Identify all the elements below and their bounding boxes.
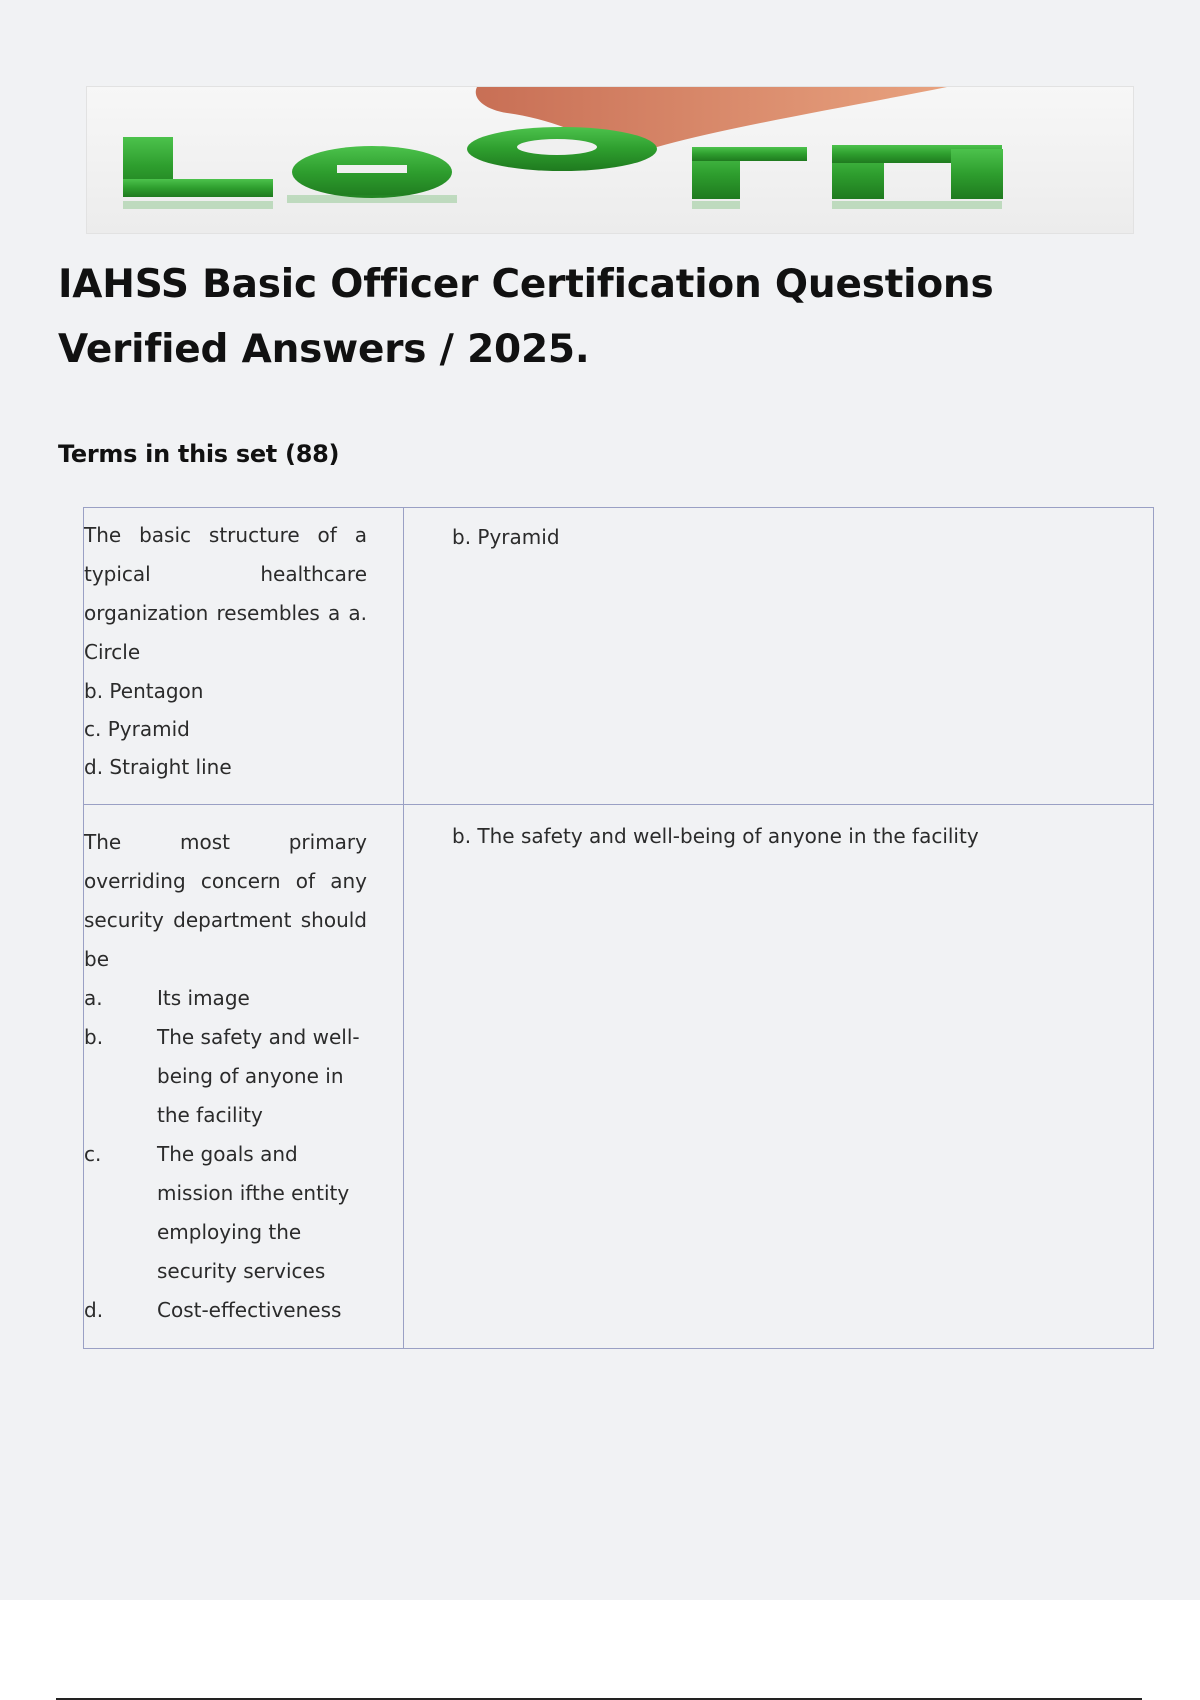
- terms-count-heading: Terms in this set (88): [58, 440, 340, 468]
- learn-banner-logo: [86, 86, 1134, 234]
- answer-cell: [404, 508, 1154, 805]
- question-cell: [84, 805, 404, 1349]
- question-text: The basic structure of a typical healthcare organization resembles a a. Circle: [84, 523, 367, 664]
- option-text: Cost-effectiveness: [157, 1298, 342, 1322]
- option-label: d.: [84, 1298, 104, 1322]
- option-text: The safety and well-being of anyone in the facility: [157, 1025, 360, 1127]
- option-item: [84, 979, 367, 1018]
- option-text: Its image: [157, 986, 250, 1010]
- answer-text: b. Pyramid: [452, 525, 560, 549]
- answer-text: b. The safety and well-being of anyone in the facility: [452, 824, 979, 848]
- table-row: [84, 805, 1154, 1349]
- option-text: The goals and mission ifthe entity employing the security services: [157, 1142, 350, 1283]
- question-cell: [84, 508, 404, 805]
- terms-table: [83, 507, 1154, 1349]
- option-item: [84, 1291, 367, 1330]
- option-item: d. Straight line: [84, 755, 232, 779]
- option-item: [84, 1135, 367, 1291]
- learn-logo-image: [87, 87, 1134, 234]
- option-label: b.: [84, 1025, 104, 1049]
- question-text: The most primary overriding concern of any security department should be: [84, 830, 367, 971]
- option-item: [84, 1018, 367, 1135]
- document-title: IAHSS Basic Officer Certification Questions Verified Answers / 2025.: [58, 262, 994, 372]
- option-label: a.: [84, 986, 103, 1010]
- option-item: c. Pyramid: [84, 717, 190, 741]
- option-item: b. Pentagon: [84, 679, 204, 703]
- table-row: [84, 508, 1154, 805]
- answer-cell: [404, 805, 1154, 1349]
- option-label: c.: [84, 1142, 102, 1166]
